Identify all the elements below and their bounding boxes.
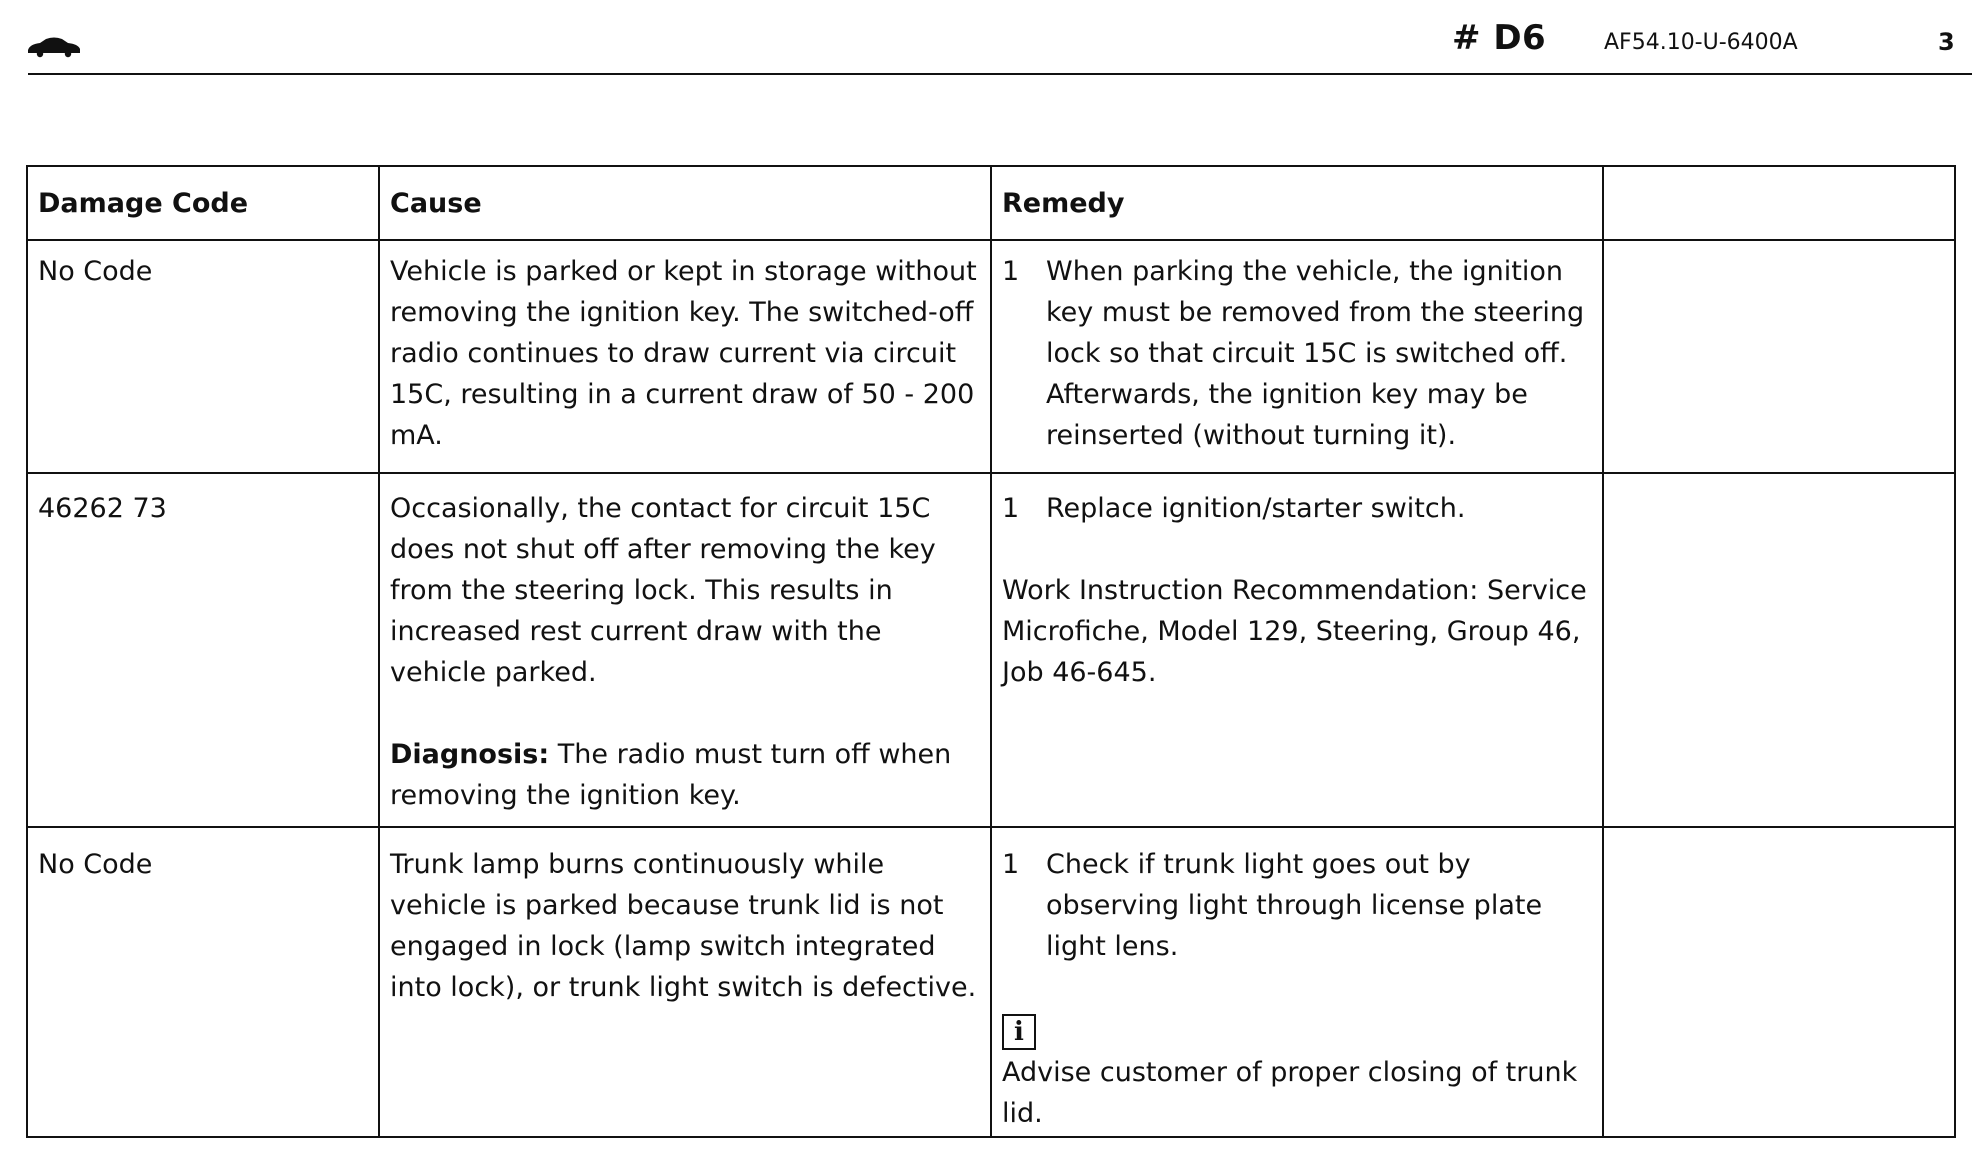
column-header-damage-code: Damage Code bbox=[27, 166, 379, 240]
cause-cell bbox=[379, 473, 991, 827]
column-header-remedy: Remedy bbox=[991, 166, 1603, 240]
cause-text: Trunk lamp burns continuously while vehicle is parked because trunk lid is not engaged in lock (lamp switch integrated into lock), or trunk light switch is defective. bbox=[390, 849, 977, 1003]
document-id: # D6 bbox=[1452, 18, 1547, 58]
column-header-cause: Cause bbox=[379, 166, 991, 240]
remedy-step bbox=[1002, 251, 1592, 456]
remedy-step bbox=[1002, 844, 1592, 967]
damage-code-cell: 46262 73 bbox=[27, 473, 379, 827]
damage-code-cell: No Code bbox=[27, 240, 379, 473]
column-header-blank bbox=[1603, 166, 1955, 240]
step-text: Replace ignition/starter switch. bbox=[1046, 493, 1466, 524]
step-number: 1 bbox=[1002, 256, 1020, 287]
step-number: 1 bbox=[1002, 493, 1020, 524]
remedy-cell bbox=[991, 240, 1603, 473]
cause-text: Vehicle is parked or kept in storage without removing the ignition key. The switched-off radio continues to draw current via circuit 15C, resulting in a current draw of 50 - 200 mA. bbox=[390, 256, 977, 451]
cause-text: Occasionally, the contact for circuit 15C does not shut off after removing the key from the steering lock. This results in increased rest current draw with the vehicle parked. bbox=[390, 493, 936, 688]
car-icon bbox=[26, 36, 82, 58]
remedy-step bbox=[1002, 488, 1592, 529]
step-number: 1 bbox=[1002, 849, 1020, 880]
step-text: When parking the vehicle, the ignition key must be removed from the steering lock so that circuit 15C is switched off. Afterwards, the ignition key may be reinserted (without turning it). bbox=[1046, 256, 1585, 451]
blank-cell bbox=[1603, 827, 1955, 1137]
diagnosis-text: The radio must turn off when removing the ignition key. bbox=[390, 739, 952, 811]
spacer bbox=[1002, 967, 1592, 1008]
table-row bbox=[27, 240, 1955, 473]
page-header bbox=[0, 0, 1972, 80]
diagnosis bbox=[390, 734, 980, 816]
blank-cell bbox=[1603, 473, 1955, 827]
table-row bbox=[27, 827, 1955, 1137]
remedy-cell bbox=[991, 827, 1603, 1137]
damage-code-cell: No Code bbox=[27, 827, 379, 1137]
table-header-row bbox=[27, 166, 1955, 240]
damage-code-table bbox=[26, 165, 1956, 1138]
document-number: AF54.10-U-6400A bbox=[1604, 30, 1798, 55]
info-icon: i bbox=[1002, 1014, 1036, 1050]
diagnosis-label: Diagnosis: bbox=[390, 739, 550, 770]
spacer bbox=[1002, 529, 1592, 570]
cause-cell bbox=[379, 827, 991, 1137]
cause-cell bbox=[379, 240, 991, 473]
work-instruction-note: Work Instruction Recommendation: Service Microfiche, Model 129, Steering, Group 46, Job 46-645. bbox=[1002, 575, 1587, 688]
table-row bbox=[27, 473, 1955, 827]
step-text: Check if trunk light goes out by observing light through license plate light lens. bbox=[1046, 849, 1543, 962]
header-rule bbox=[28, 73, 1972, 75]
blank-cell bbox=[1603, 240, 1955, 473]
page-number: 3 bbox=[1938, 28, 1955, 56]
spacer bbox=[390, 693, 980, 734]
info-text: Advise customer of proper closing of trunk lid. bbox=[1002, 1057, 1578, 1129]
remedy-cell bbox=[991, 473, 1603, 827]
